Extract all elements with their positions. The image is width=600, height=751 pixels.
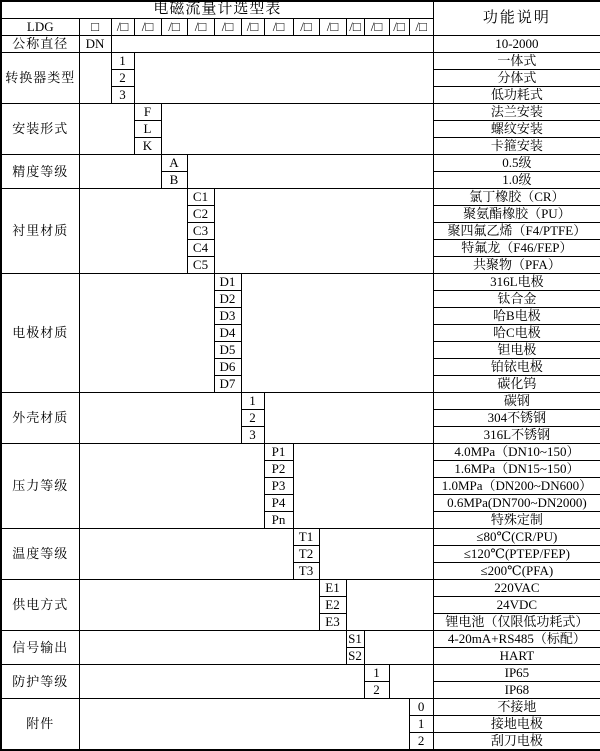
option-code-cell: K [134, 138, 161, 155]
option-code-cell: L [134, 121, 161, 138]
option-description-cell: 碳化钨 [433, 376, 600, 393]
category-label: 衬里材质 [1, 189, 79, 274]
table-body [1, 1, 600, 750]
category-label: 附件 [1, 699, 79, 751]
option-description-cell: 聚四氟乙烯（F4/PTFE） [433, 223, 600, 240]
spacer-cell [79, 274, 214, 393]
option-code-cell: 2 [111, 70, 134, 87]
option-description-cell: 铂铱电极 [433, 359, 600, 376]
spacer-cell [241, 274, 433, 393]
model-slot-cell: /□ [111, 19, 134, 36]
option-code-cell: 2 [409, 733, 433, 751]
option-description-cell: 哈B电极 [433, 308, 600, 325]
option-code-cell: C2 [187, 206, 214, 223]
option-description-cell: 0.5级 [433, 155, 600, 172]
option-description-cell: 哈C电极 [433, 325, 600, 342]
option-description-cell: 10-2000 [433, 36, 600, 53]
option-description-cell: 锂电池（仅限低功耗式） [433, 614, 600, 631]
spacer-cell [79, 53, 111, 104]
option-description-cell: 不接地 [433, 699, 600, 716]
category-label: 信号输出 [1, 631, 79, 665]
option-code-cell: F [134, 104, 161, 121]
option-description-cell: 24VDC [433, 597, 600, 614]
spacer-cell [293, 444, 433, 529]
option-description-cell: 1.6MPa（DN15~150） [433, 461, 600, 478]
option-description-cell: 316L不锈钢 [433, 427, 600, 444]
option-description-cell: 分体式 [433, 70, 600, 87]
spacer-cell [214, 189, 433, 274]
option-code-cell: Pn [264, 512, 293, 529]
spacer-cell [79, 155, 161, 189]
category-label: 安装形式 [1, 104, 79, 155]
option-description-cell: 4.0MPa（DN10~150） [433, 444, 600, 461]
option-code-cell: 2 [241, 410, 264, 427]
model-slot-cell: /□ [346, 19, 364, 36]
model-slot-cell: /□ [187, 19, 214, 36]
option-code-cell: A [161, 155, 187, 172]
option-code-cell: T1 [293, 529, 319, 546]
spacer-cell [134, 53, 433, 104]
option-description-cell: ≤80℃(CR/PU) [433, 529, 600, 546]
option-code-cell: P2 [264, 461, 293, 478]
spacer-cell [79, 393, 241, 444]
option-code-cell: T2 [293, 546, 319, 563]
spacer-cell [79, 529, 293, 580]
option-description-cell: ≤120℃(PTEP/FEP) [433, 546, 600, 563]
model-slot-cell: /□ [241, 19, 264, 36]
spacer-cell [346, 580, 433, 631]
option-description-cell: 一体式 [433, 53, 600, 70]
option-code-cell: C1 [187, 189, 214, 206]
option-description-cell: 刮刀电极 [433, 733, 600, 751]
option-code-cell: 3 [241, 427, 264, 444]
option-description-cell: 特氟龙（F46/FEP） [433, 240, 600, 257]
spacer-cell [111, 36, 433, 53]
option-code-cell: D5 [214, 342, 241, 359]
option-description-cell: 特殊定制 [433, 512, 600, 529]
option-description-cell: 1.0级 [433, 172, 600, 189]
option-description-cell: 法兰安装 [433, 104, 600, 121]
spacer-cell [79, 189, 187, 274]
option-description-cell: 接地电极 [433, 716, 600, 733]
option-description-cell: 304不锈钢 [433, 410, 600, 427]
spacer-cell [79, 631, 346, 665]
option-description-cell: 螺纹安装 [433, 121, 600, 138]
option-code-cell: 0 [409, 699, 433, 716]
option-description-cell: ≤200℃(PFA) [433, 563, 600, 580]
category-label: 精度等级 [1, 155, 79, 189]
category-label: 防护等级 [1, 665, 79, 699]
option-code-cell: D3 [214, 308, 241, 325]
option-description-cell: HART [433, 648, 600, 665]
model-slot-cell: /□ [364, 19, 389, 36]
spacer-cell [161, 104, 433, 155]
model-slot-cell: /□ [389, 19, 409, 36]
option-code-cell: P4 [264, 495, 293, 512]
option-description-cell: 低功耗式 [433, 87, 600, 104]
option-code-cell: D4 [214, 325, 241, 342]
category-label: 电极材质 [1, 274, 79, 393]
option-code-cell: E2 [319, 597, 346, 614]
category-label: 温度等级 [1, 529, 79, 580]
option-code-cell: 2 [364, 682, 389, 699]
spacer-cell [79, 104, 134, 155]
option-code-cell: S1 [346, 631, 364, 648]
model-slot-cell: /□ [134, 19, 161, 36]
option-code-cell: 1 [241, 393, 264, 410]
category-label: 转换器类型 [1, 53, 79, 104]
option-code-cell: S2 [346, 648, 364, 665]
option-code-cell: E3 [319, 614, 346, 631]
option-description-cell: 氯丁橡胶（CR） [433, 189, 600, 206]
spacer-cell [389, 665, 433, 699]
option-code-cell: C5 [187, 257, 214, 274]
spacer-cell [79, 665, 364, 699]
spacer-cell [79, 580, 319, 631]
option-code-cell: B [161, 172, 187, 189]
model-slot-cell: /□ [214, 19, 241, 36]
spacer-cell [79, 444, 264, 529]
model-slot-cell: /□ [319, 19, 346, 36]
category-label: 公称直径 [1, 36, 79, 53]
option-code-cell: D1 [214, 274, 241, 291]
spacer-cell [187, 155, 433, 189]
option-code-cell: D2 [214, 291, 241, 308]
model-box-cell: □ [79, 19, 111, 36]
option-description-cell: 卡箍安装 [433, 138, 600, 155]
option-description-cell: IP68 [433, 682, 600, 699]
option-description-cell: IP65 [433, 665, 600, 682]
spacer-cell [79, 699, 409, 751]
option-code-cell: E1 [319, 580, 346, 597]
option-code-cell: C4 [187, 240, 214, 257]
option-description-cell: 钽电极 [433, 342, 600, 359]
option-code-cell: 3 [111, 87, 134, 104]
option-description-cell: 1.0MPa（DN200~DN600） [433, 478, 600, 495]
option-code-cell: DN [79, 36, 111, 53]
model-prefix: LDG [1, 19, 79, 36]
model-slot-cell: /□ [293, 19, 319, 36]
option-code-cell: T3 [293, 563, 319, 580]
category-label: 外壳材质 [1, 393, 79, 444]
model-slot-cell: /□ [161, 19, 187, 36]
option-code-cell: D7 [214, 376, 241, 393]
option-code-cell: 1 [364, 665, 389, 682]
option-code-cell: P1 [264, 444, 293, 461]
category-label: 压力等级 [1, 444, 79, 529]
category-label: 供电方式 [1, 580, 79, 631]
spacer-cell [264, 393, 433, 444]
model-slot-cell: /□ [409, 19, 433, 36]
spacer-cell [364, 631, 433, 665]
function-column-header: 功能说明 [433, 1, 600, 36]
model-slot-cell: /□ [264, 19, 293, 36]
option-description-cell: 碳钢 [433, 393, 600, 410]
option-description-cell: 共聚物（PFA） [433, 257, 600, 274]
option-code-cell: 1 [111, 53, 134, 70]
option-code-cell: P3 [264, 478, 293, 495]
option-code-cell: C3 [187, 223, 214, 240]
option-code-cell: 1 [409, 716, 433, 733]
option-description-cell: 4-20mA+RS485（标配） [433, 631, 600, 648]
option-description-cell: 220VAC [433, 580, 600, 597]
option-description-cell: 钛合金 [433, 291, 600, 308]
option-description-cell: 聚氨酯橡胶（PU） [433, 206, 600, 223]
spacer-cell [319, 529, 433, 580]
option-description-cell: 316L电极 [433, 274, 600, 291]
option-code-cell: D6 [214, 359, 241, 376]
option-description-cell: 0.6MPa(DN700~DN2000) [433, 495, 600, 512]
table-title: 电磁流量计选型表 [1, 1, 433, 19]
